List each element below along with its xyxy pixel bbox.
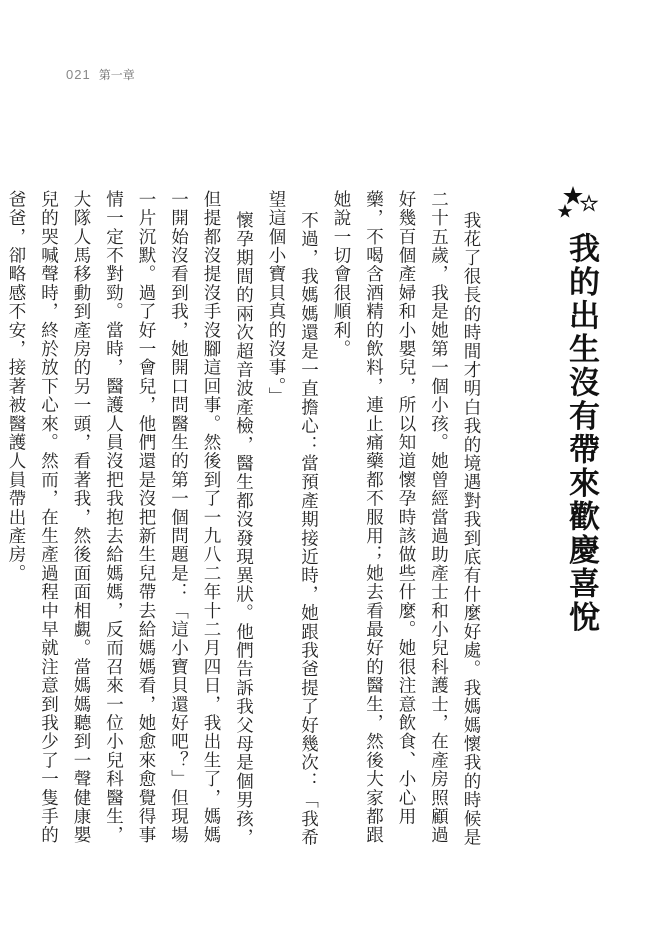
chapter-title-block — [555, 182, 605, 634]
paragraph-3: 懷孕期間的兩次超音波產檢，醫生都沒發現異狀。他們告訴我父母是個男孩，但提都沒提沒手沒腳這回事。然後到了一九八二年十二月四日，我出生了，媽媽一開始沒看到我，她開口問醫生的第一個問題是：「這小寶貝還好吧？」但現場一片沉默。過了好一會兒，他們還是沒把新生兒帶去給媽媽看，她愈來愈覺得事情一定不對勁。當時，醫護人員沒把我抱去給媽媽，反而召來一位小兒科醫生，大隊人馬移動到產房的另一頭，看著我，然後面面相覷。當媽媽聽到一聲健康嬰兒的哭喊聲時，終於放下心來。然而，在生產過程中早就注意到我少了一隻手的爸爸，卻略感不安，接著被醫護人員帶出產房。 — [6, 190, 254, 847]
body-text — [0, 190, 487, 850]
stars-icon — [555, 182, 605, 226]
chapter-label: 第一章 — [98, 68, 135, 82]
page-number: 021 — [66, 67, 91, 82]
paragraph-2: 不過，我媽媽還是一直擔心：當預產期接近時，她跟我爸提了好幾次：「我希望這個小寶貝真的沒事。」 — [266, 190, 319, 847]
paragraph-1: 我花了很長的時間才明白我的境遇對我到底有什麼好處。我媽媽懷我的時候是二十五歲，我是她第一個小孩。她曾經當過助產士和小兒科護士，在產房照顧過好幾百個產婦和小嬰兒，所以知道懷孕時該做些什麼。她很注意飲食、小心用藥，不喝含酒精的飲料，連止痛藥都不服用；她去看最好的醫生，然後大家都跟她說一切會很順利。 — [331, 190, 481, 847]
chapter-title: 我的出生沒有帶來歡慶喜悅 — [563, 232, 599, 634]
page-header — [66, 66, 135, 83]
